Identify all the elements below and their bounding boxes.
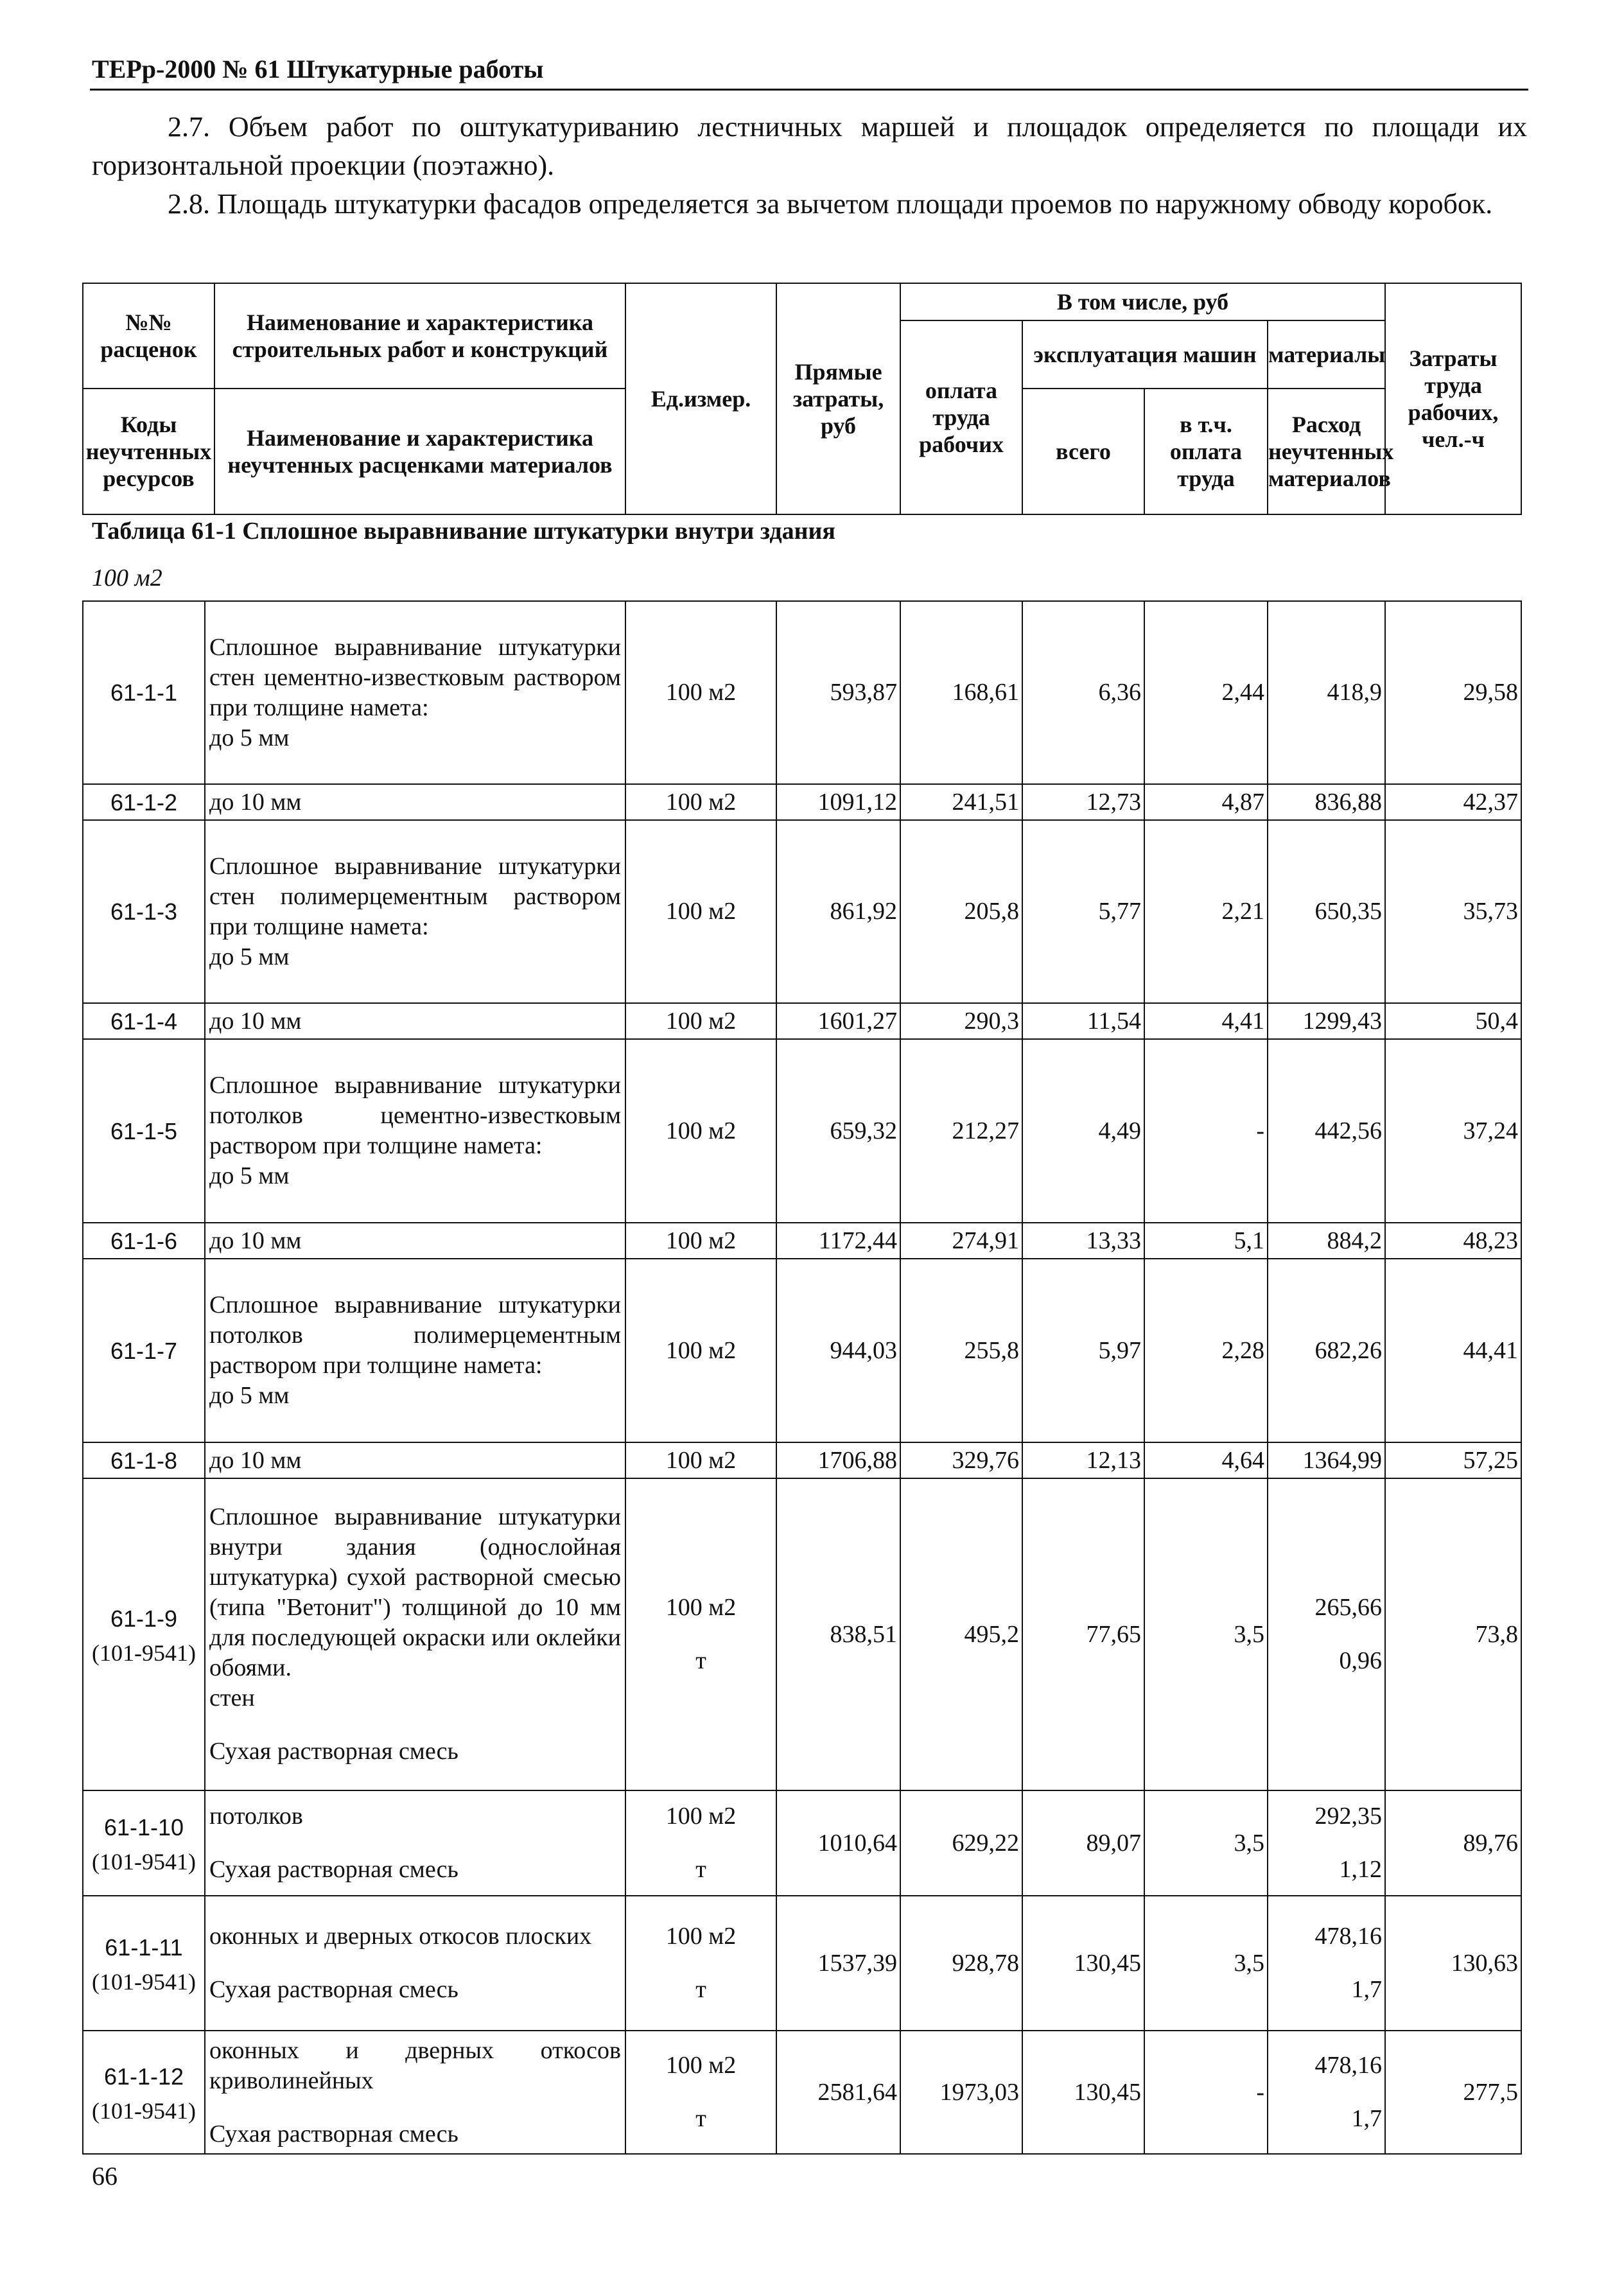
labor-cost: 205,8: [964, 898, 1019, 925]
rate-code: 61-1-5: [110, 1117, 178, 1144]
unit-cell: [625, 1478, 776, 1790]
rate-code: 61-1-12: [103, 2063, 184, 2090]
direct-cost: 1010,64: [817, 1829, 897, 1857]
work-name: до 10 мм: [209, 1007, 302, 1035]
work-name: потолков: [209, 1803, 303, 1830]
unit-cell: [625, 1223, 776, 1259]
materials-cost: 1364,99: [1302, 1446, 1382, 1474]
col-code-header: №№ расценок: [83, 283, 214, 389]
machines-labor-cost: 2,44: [1221, 679, 1264, 706]
work-name-sub: до 5 мм: [209, 1382, 290, 1409]
materials-cost: 650,35: [1314, 898, 1382, 925]
work-name-sub: до 5 мм: [209, 943, 290, 970]
work-hours-cell: [1385, 784, 1521, 820]
labor-cost: 629,22: [952, 1829, 1019, 1857]
work-hours-cell: [1385, 1039, 1521, 1223]
unit-value: 100 м2: [665, 1923, 737, 1950]
labor-cost: 255,8: [964, 1336, 1019, 1364]
machines-cost-cell: [1022, 1478, 1144, 1790]
rate-code: 61-1-7: [110, 1337, 178, 1364]
unit-value: 100 м2: [665, 1117, 737, 1144]
resource-consumption: 0,96: [1339, 1647, 1382, 1674]
rates-table: [82, 600, 1522, 2155]
machines-cost: 13,33: [1086, 1227, 1141, 1254]
machines-labor-cell: [1144, 1223, 1268, 1259]
rate-code-cell: [83, 784, 205, 820]
machines-cost: 4,49: [1098, 1117, 1141, 1144]
materials-cost-cell: [1268, 1442, 1385, 1478]
rate-code: 61-1-9: [110, 1605, 178, 1632]
work-hours-cell: [1385, 1790, 1521, 1896]
col-workhours-header: Затраты труда рабочих, чел.-ч: [1385, 283, 1521, 514]
materials-cost-cell: [1268, 1478, 1385, 1790]
table-row: [83, 2031, 1521, 2154]
col-materials-header: материалы: [1268, 320, 1385, 389]
machines-cost-cell: [1022, 601, 1144, 784]
direct-cost: 659,32: [830, 1117, 897, 1144]
unit-value: 100 м2: [665, 1007, 737, 1035]
work-name: оконных и дверных откосов криволинейных: [209, 2036, 621, 2094]
work-hours-cell: [1385, 1442, 1521, 1478]
rate-code-cell: [83, 1478, 205, 1790]
machines-labor-cost: 3,5: [1234, 1620, 1264, 1648]
materials-cost: 418,9: [1327, 679, 1382, 706]
machines-labor-cell: [1144, 2031, 1268, 2154]
rate-code: 61-1-8: [110, 1447, 178, 1474]
unit-value: 100 м2: [665, 1803, 737, 1830]
work-name: Сплошное выравнивание штукатурки потолков цементно-известковым раствором при толщине намета:: [209, 1072, 621, 1159]
machines-labor-cost: 3,5: [1234, 1829, 1264, 1857]
unit-cell: [625, 2031, 776, 2154]
work-name-cell: [205, 820, 625, 1003]
group-incl-header: В том числе, руб: [900, 283, 1385, 320]
labor-cost-cell: [900, 820, 1022, 1003]
work-name: Сплошное выравнивание штукатурки стен цементно-известковым раствором при толщине намета:: [209, 633, 621, 721]
materials-cost-cell: [1268, 784, 1385, 820]
labor-cost-cell: [900, 2031, 1022, 2154]
direct-cost: 1706,88: [817, 1446, 897, 1474]
header-rule: [90, 89, 1528, 91]
labor-cost-cell: [900, 1039, 1022, 1223]
work-name-cell: [205, 784, 625, 820]
labor-cost: 290,3: [964, 1007, 1019, 1035]
unit-cell: [625, 601, 776, 784]
rate-code: 61-1-4: [110, 1008, 178, 1035]
labor-cost-cell: [900, 1259, 1022, 1442]
work-name-cell: [205, 2031, 625, 2154]
machines-labor-cost: 4,64: [1221, 1446, 1264, 1474]
materials-cost: 292,35: [1314, 1803, 1382, 1830]
labor-cost: 495,2: [964, 1620, 1019, 1648]
work-name-cell: [205, 1442, 625, 1478]
rate-code-cell: [83, 1790, 205, 1896]
table-unit-label: 100 м2: [92, 564, 162, 591]
work-hours: 44,41: [1463, 1336, 1518, 1364]
machines-cost-cell: [1022, 2031, 1144, 2154]
unit-value: 100 м2: [665, 2052, 737, 2079]
work-name-sub: до 5 мм: [209, 1162, 290, 1189]
rate-code-cell: [83, 1442, 205, 1478]
table-row: [83, 1478, 1521, 1790]
work-name: до 10 мм: [209, 788, 302, 816]
resource-consumption: 1,12: [1339, 1856, 1382, 1883]
direct-cost: 2581,64: [817, 2078, 897, 2106]
col-direct-header: Прямые затраты, руб: [776, 283, 900, 514]
resource-code: (101-9541): [92, 1968, 196, 1995]
work-name-cell: [205, 1223, 625, 1259]
direct-cost: 838,51: [830, 1620, 897, 1648]
work-name: до 10 мм: [209, 1227, 302, 1254]
unit-cell: [625, 1442, 776, 1478]
rate-code: 61-1-3: [110, 898, 178, 925]
direct-cost: 1537,39: [817, 1949, 897, 1977]
work-name-sub: до 5 мм: [209, 724, 290, 751]
materials-cost: 884,2: [1327, 1227, 1382, 1254]
materials-cost: 682,26: [1314, 1336, 1382, 1364]
labor-cost-cell: [900, 1790, 1022, 1896]
labor-cost: 241,51: [952, 788, 1019, 816]
work-name-cell: [205, 1478, 625, 1790]
table-caption: Таблица 61-1 Сплошное выравнивание штукатурки внутри здания: [92, 518, 835, 545]
col-resource-code-header: Коды неучтенных ресурсов: [83, 389, 214, 514]
resource-consumption: 1,7: [1351, 1976, 1382, 2003]
resource-name: Сухая растворная смесь: [209, 1856, 458, 1883]
machines-labor-cell: [1144, 1790, 1268, 1896]
direct-cost-cell: [776, 784, 900, 820]
table-row: [83, 601, 1521, 784]
unit-value: 100 м2: [665, 1227, 737, 1254]
machines-cost-cell: [1022, 1223, 1144, 1259]
rate-code: 61-1-1: [110, 679, 178, 706]
resource-code: (101-9541): [92, 2097, 196, 2124]
materials-cost-cell: [1268, 1896, 1385, 2031]
machines-labor-cell: [1144, 1478, 1268, 1790]
resource-code: (101-9541): [92, 1848, 196, 1875]
resource-name: Сухая растворная смесь: [209, 1976, 458, 2003]
rate-code-cell: [83, 1039, 205, 1223]
machines-cost: 89,07: [1086, 1829, 1141, 1857]
machines-cost: 6,36: [1098, 679, 1141, 706]
machines-cost-cell: [1022, 784, 1144, 820]
rate-code: 61-1-6: [110, 1227, 178, 1254]
labor-cost: 1973,03: [939, 2078, 1019, 2106]
paragraph-2-8: 2.8. Площадь штукатурки фасадов определяется за вычетом площади проемов по наружному обводу коробок.: [168, 188, 1493, 220]
machines-cost: 130,45: [1074, 2078, 1141, 2106]
machines-cost-cell: [1022, 1790, 1144, 1896]
work-hours-cell: [1385, 2031, 1521, 2154]
direct-cost-cell: [776, 1003, 900, 1039]
direct-cost-cell: [776, 601, 900, 784]
work-hours-cell: [1385, 1478, 1521, 1790]
labor-cost-cell: [900, 784, 1022, 820]
labor-cost: 212,27: [952, 1117, 1019, 1144]
materials-cost-cell: [1268, 2031, 1385, 2154]
col-name-header: Наименование и характеристика строительных работ и конструкций: [214, 283, 625, 389]
work-hours-cell: [1385, 601, 1521, 784]
materials-cost-cell: [1268, 1003, 1385, 1039]
direct-cost: 1601,27: [817, 1007, 897, 1035]
materials-cost-cell: [1268, 1039, 1385, 1223]
labor-cost-cell: [900, 601, 1022, 784]
materials-cost: 478,16: [1314, 1923, 1382, 1950]
col-machines-labor-header: в т.ч. оплата труда: [1144, 389, 1268, 514]
materials-cost: 1299,43: [1302, 1007, 1382, 1035]
labor-cost-cell: [900, 1896, 1022, 2031]
resource-name: Сухая растворная смесь: [209, 1738, 458, 1765]
rate-code-cell: [83, 1259, 205, 1442]
table-header: [82, 283, 1522, 515]
work-hours-cell: [1385, 1896, 1521, 2031]
unit-cell: [625, 784, 776, 820]
work-name-cell: [205, 1896, 625, 2031]
machines-labor-cost: 3,5: [1234, 1949, 1264, 1977]
unit-cell: [625, 820, 776, 1003]
machines-cost: 12,13: [1086, 1446, 1141, 1474]
unit-value: 100 м2: [665, 898, 737, 925]
col-labor-header: оплата труда рабочих: [900, 320, 1022, 514]
table-row: [83, 1039, 1521, 1223]
direct-cost: 1091,12: [817, 788, 897, 816]
labor-cost-cell: [900, 1442, 1022, 1478]
machines-cost-cell: [1022, 1259, 1144, 1442]
materials-cost-cell: [1268, 1223, 1385, 1259]
work-name: до 10 мм: [209, 1446, 302, 1474]
work-hours-cell: [1385, 1223, 1521, 1259]
col-unit-header: Ед.измер.: [625, 283, 776, 514]
materials-cost-cell: [1268, 1790, 1385, 1896]
materials-cost: 442,56: [1314, 1117, 1382, 1144]
direct-cost-cell: [776, 1478, 900, 1790]
table-row: [83, 820, 1521, 1003]
table-row: [83, 1442, 1521, 1478]
rate-code: 61-1-11: [105, 1934, 183, 1961]
running-head: ТЕРр-2000 № 61 Штукатурные работы: [92, 55, 544, 83]
direct-cost-cell: [776, 1259, 900, 1442]
work-hours: 57,25: [1463, 1446, 1518, 1474]
machines-labor-cell: [1144, 1896, 1268, 2031]
resource-unit: т: [695, 1647, 706, 1674]
work-hours: 277,5: [1463, 2078, 1518, 2106]
work-name-cell: [205, 1003, 625, 1039]
machines-labor-cost: 2,21: [1221, 898, 1264, 925]
unit-cell: [625, 1003, 776, 1039]
work-hours: 29,58: [1463, 679, 1518, 706]
work-hours-cell: [1385, 1259, 1521, 1442]
col-material-consumption-header: Расход неучтенных материалов: [1268, 389, 1385, 514]
machines-cost: 77,65: [1086, 1620, 1141, 1648]
rate-code-cell: [83, 2031, 205, 2154]
work-hours: 35,73: [1463, 898, 1518, 925]
machines-cost-cell: [1022, 1003, 1144, 1039]
machines-labor-cell: [1144, 1003, 1268, 1039]
machines-cost: 5,97: [1098, 1336, 1141, 1364]
direct-cost-cell: [776, 1896, 900, 2031]
labor-cost: 928,78: [952, 1949, 1019, 1977]
work-name-cell: [205, 1039, 625, 1223]
table-row: [83, 1223, 1521, 1259]
unit-cell: [625, 1896, 776, 2031]
resource-unit: т: [695, 1856, 706, 1883]
direct-cost: 944,03: [830, 1336, 897, 1364]
resource-unit: т: [695, 1976, 706, 2003]
machines-cost: 130,45: [1074, 1949, 1141, 1977]
resource-unit: т: [695, 2105, 706, 2132]
direct-cost-cell: [776, 1442, 900, 1478]
materials-cost: 836,88: [1314, 788, 1382, 816]
rate-code-cell: [83, 820, 205, 1003]
work-hours-cell: [1385, 1003, 1521, 1039]
machines-cost-cell: [1022, 820, 1144, 1003]
table-row: [83, 1259, 1521, 1442]
machines-labor-cost: 5,1: [1234, 1227, 1264, 1254]
table-row: [83, 1790, 1521, 1896]
rate-code-cell: [83, 601, 205, 784]
col-machines-total-header: всего: [1022, 389, 1144, 514]
unit-cell: [625, 1790, 776, 1896]
unit-value: 100 м2: [665, 1336, 737, 1364]
materials-cost-cell: [1268, 601, 1385, 784]
machines-cost: 5,77: [1098, 898, 1141, 925]
rate-code-cell: [83, 1003, 205, 1039]
resource-consumption: 1,7: [1351, 2105, 1382, 2132]
labor-cost-cell: [900, 1478, 1022, 1790]
work-hours-cell: [1385, 820, 1521, 1003]
page-number: 66: [92, 2162, 118, 2191]
work-name-cell: [205, 1259, 625, 1442]
table-row: [83, 1896, 1521, 2031]
direct-cost: 1172,44: [818, 1227, 897, 1254]
machines-labor-cell: [1144, 820, 1268, 1003]
machines-labor-cost: 2,28: [1221, 1336, 1264, 1364]
unit-cell: [625, 1039, 776, 1223]
materials-cost-cell: [1268, 1259, 1385, 1442]
work-hours: 48,23: [1463, 1227, 1518, 1254]
work-name: Сплошное выравнивание штукатурки потолков полимерцементным раствором при толщине намета:: [209, 1291, 621, 1379]
work-name-sub: стен: [209, 1684, 255, 1711]
direct-cost-cell: [776, 820, 900, 1003]
direct-cost-cell: [776, 1790, 900, 1896]
materials-cost: 478,16: [1314, 2052, 1382, 2079]
work-name: оконных и дверных откосов плоских: [209, 1923, 592, 1950]
unit-value: 100 м2: [665, 1594, 737, 1621]
labor-cost: 329,76: [952, 1446, 1019, 1474]
machines-labor-cost: 4,41: [1221, 1007, 1264, 1035]
group-machines-header: эксплуатация машин: [1022, 320, 1268, 389]
machines-cost-cell: [1022, 1442, 1144, 1478]
resource-name: Сухая растворная смесь: [209, 2120, 458, 2147]
machines-cost: 12,73: [1086, 788, 1141, 816]
work-name: Сплошное выравнивание штукатурки внутри здания (однослойная штукатурка) сухой растворной смесью (типа "Ветонит") толщиной до 10 мм для последующей окраски или оклейки обоями.: [209, 1503, 621, 1681]
work-hours: 89,76: [1463, 1829, 1518, 1857]
work-name-cell: [205, 601, 625, 784]
rate-code: 61-1-2: [110, 789, 178, 816]
work-name-cell: [205, 1790, 625, 1896]
machines-labor-cost: -: [1256, 1117, 1264, 1144]
rate-code: 61-1-10: [103, 1814, 184, 1841]
table-row: [83, 784, 1521, 820]
labor-cost: 274,91: [952, 1227, 1019, 1254]
machines-cost: 11,54: [1087, 1007, 1141, 1035]
col-material-name-header: Наименование и характеристика неучтенных расценками материалов: [214, 389, 625, 514]
work-hours: 130,63: [1451, 1949, 1518, 1977]
work-hours: 73,8: [1475, 1620, 1518, 1648]
machines-labor-cell: [1144, 784, 1268, 820]
rate-code-cell: [83, 1896, 205, 2031]
labor-cost-cell: [900, 1003, 1022, 1039]
materials-cost-cell: [1268, 820, 1385, 1003]
direct-cost-cell: [776, 1039, 900, 1223]
work-hours: 37,24: [1463, 1117, 1518, 1144]
direct-cost: 593,87: [830, 679, 897, 706]
machines-cost-cell: [1022, 1896, 1144, 2031]
machines-labor-cell: [1144, 1039, 1268, 1223]
machines-labor-cell: [1144, 601, 1268, 784]
machines-labor-cell: [1144, 1259, 1268, 1442]
unit-value: 100 м2: [665, 1446, 737, 1474]
direct-cost-cell: [776, 2031, 900, 2154]
materials-cost: 265,66: [1314, 1594, 1382, 1621]
paragraph-2-7: 2.7. Объем работ по оштукатуриванию лестничных маршей и площадок определяется по площади их горизонтальной проекции (поэтажно).: [92, 111, 1527, 181]
machines-labor-cell: [1144, 1442, 1268, 1478]
labor-cost-cell: [900, 1223, 1022, 1259]
direct-cost-cell: [776, 1223, 900, 1259]
resource-code: (101-9541): [92, 1640, 196, 1666]
machines-cost-cell: [1022, 1039, 1144, 1223]
table-row: [83, 1003, 1521, 1039]
work-hours: 42,37: [1463, 788, 1518, 816]
unit-value: 100 м2: [665, 788, 737, 816]
work-name: Сплошное выравнивание штукатурки стен полимерцементным раствором при толщине намета:: [209, 852, 621, 940]
unit-value: 100 м2: [665, 679, 737, 706]
labor-cost: 168,61: [952, 679, 1019, 706]
work-hours: 50,4: [1475, 1007, 1518, 1035]
machines-labor-cost: -: [1256, 2078, 1264, 2106]
machines-labor-cost: 4,87: [1221, 788, 1264, 816]
direct-cost: 861,92: [830, 898, 897, 925]
rate-code-cell: [83, 1223, 205, 1259]
unit-cell: [625, 1259, 776, 1442]
